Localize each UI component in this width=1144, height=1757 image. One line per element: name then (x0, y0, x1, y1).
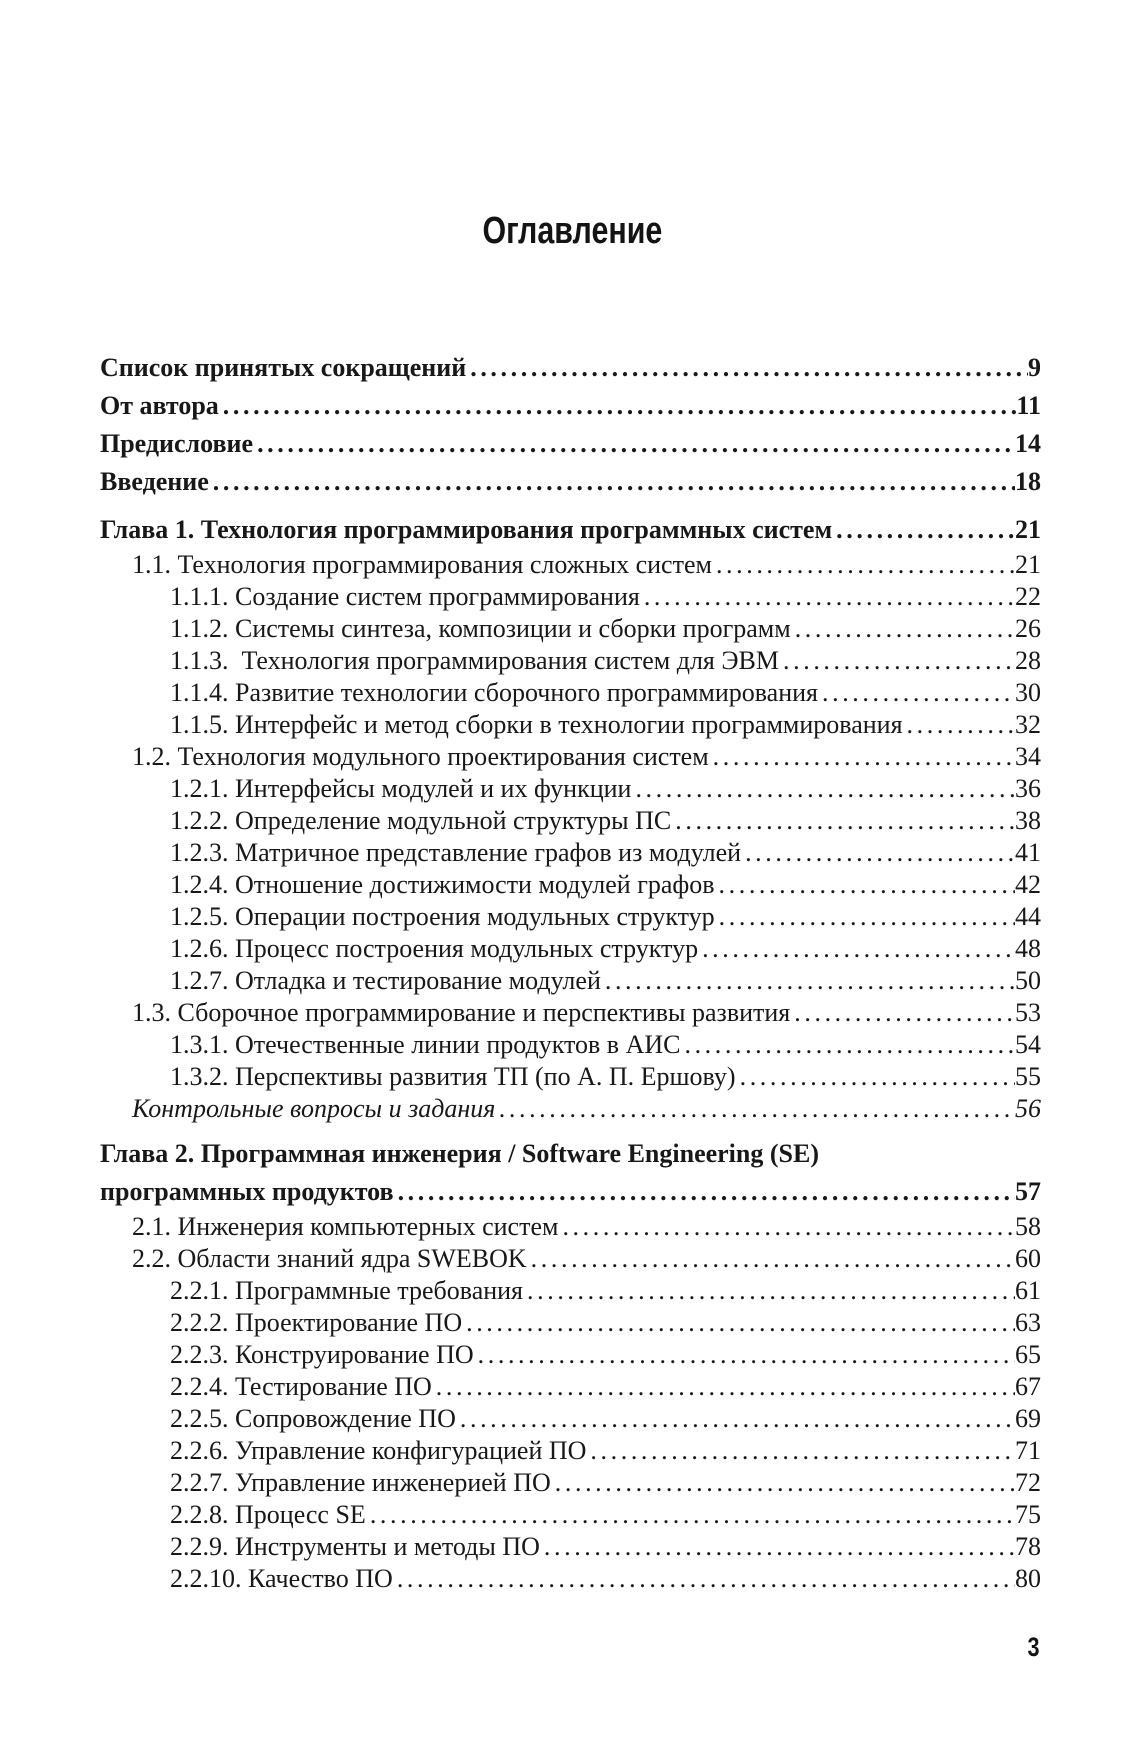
toc-entry (170, 613, 1041, 645)
toc-entry (170, 965, 1041, 997)
toc-leader-dots (397, 1563, 1015, 1595)
toc-entry (170, 1563, 1041, 1595)
toc-entry-page: 63 (1015, 1308, 1041, 1337)
toc-entry-label: 1.3.2. Перспективы развития ТП (по А. П. Ершову) (170, 1062, 736, 1091)
toc-entry-label: 2.2.3. Конструирование ПО (170, 1340, 474, 1369)
toc-entry (100, 425, 1041, 463)
toc-entry-page: 67 (1015, 1372, 1041, 1401)
toc-entry (132, 1211, 1041, 1243)
toc-leader-dots (745, 837, 1015, 869)
toc-leader-dots (719, 869, 1015, 901)
toc-entry-label: 1.1.5. Интерфейс и метод сборки в технологии программирования (170, 710, 903, 739)
toc-leader-dots (398, 1173, 1015, 1211)
toc-entry (100, 463, 1041, 501)
toc-leader-dots (470, 349, 1028, 387)
toc-leader-dots (702, 933, 1015, 965)
toc-leader-dots (822, 677, 1015, 709)
toc-entry-label: 2.1. Инженерия компьютерных систем (132, 1212, 559, 1241)
toc-entry-label: 1.1.4. Развитие технологии сборочного программирования (170, 678, 818, 707)
toc-leader-dots (605, 965, 1015, 997)
toc-entry-page: 34 (1015, 742, 1041, 771)
toc-entry-page: 50 (1015, 966, 1041, 995)
toc-entry (100, 1135, 1041, 1173)
toc-entry (170, 1467, 1041, 1499)
toc-entry-label: 2.2.5. Сопровождение ПО (170, 1404, 456, 1433)
toc-entry-page: 18 (1015, 467, 1041, 496)
toc-entry-page: 9 (1028, 353, 1041, 382)
toc-entry-label: 2.2.10. Качество ПО (170, 1564, 393, 1593)
toc-entry (170, 1371, 1041, 1403)
toc-entry (170, 1339, 1041, 1371)
toc-entry-page: 42 (1015, 870, 1041, 899)
toc-leader-dots (555, 1467, 1015, 1499)
toc-entry (170, 709, 1041, 741)
toc-entry (170, 645, 1041, 677)
toc-entry (170, 933, 1041, 965)
toc-entry-page: 44 (1015, 902, 1041, 931)
toc-entry-label: Введение (100, 467, 209, 496)
toc-entry (170, 1061, 1041, 1093)
toc-entry (100, 387, 1041, 425)
toc-entry (170, 1307, 1041, 1339)
toc-entry-page: 53 (1015, 998, 1041, 1027)
toc-entry (170, 1435, 1041, 1467)
toc-entry-page: 78 (1015, 1532, 1041, 1561)
toc-entry (132, 549, 1041, 581)
toc-leader-dots (499, 1093, 1015, 1125)
toc-entry-label: 1.1. Технология программирования сложных систем (132, 550, 712, 579)
toc-entry-page: 22 (1015, 582, 1041, 611)
toc-leader-dots (675, 805, 1015, 837)
toc-leader-dots (257, 425, 1015, 463)
toc-entry (170, 837, 1041, 869)
toc-leader-dots (783, 645, 1015, 677)
toc-leader-dots (562, 1211, 1015, 1243)
toc-entry (170, 581, 1041, 613)
toc-leader-dots (544, 1531, 1015, 1563)
toc-leader-dots (223, 387, 1017, 425)
toc-leader-dots (527, 1275, 1015, 1307)
toc-entry-page: 21 (1015, 515, 1041, 544)
toc-entry (100, 511, 1041, 549)
toc-entry-label: 2.2.7. Управление инженерией ПО (170, 1468, 551, 1497)
toc-entry (132, 1243, 1041, 1275)
toc-entry-page: 14 (1015, 429, 1041, 458)
toc-leader-dots (460, 1403, 1015, 1435)
toc-entry-label: 2.2.1. Программные требования (170, 1276, 524, 1305)
toc-entry-page: 36 (1015, 774, 1041, 803)
toc-entry-page: 56 (1015, 1094, 1041, 1123)
toc-entry-label: От автора (100, 391, 219, 420)
toc-leader-dots (907, 709, 1015, 741)
toc-leader-dots (740, 1061, 1015, 1093)
toc-entry-page: 41 (1015, 838, 1041, 867)
toc-leader-dots (684, 1029, 1015, 1061)
toc-leader-dots (836, 511, 1015, 549)
toc-entry-page: 26 (1015, 614, 1041, 643)
toc-entry-label: 2.2.9. Инструменты и методы ПО (170, 1532, 540, 1561)
toc-leader-dots (795, 613, 1015, 645)
toc-entry (170, 901, 1041, 933)
toc-entry-page: 21 (1015, 550, 1041, 579)
toc-entry-page: 65 (1015, 1340, 1041, 1369)
toc-entry (170, 1403, 1041, 1435)
toc-entry-page: 48 (1015, 934, 1041, 963)
toc-entry-label: программных продуктов (100, 1177, 394, 1206)
toc-entry-page: 32 (1015, 710, 1041, 739)
toc-leader-dots (713, 741, 1015, 773)
toc-entry-page: 71 (1015, 1436, 1041, 1465)
toc-leader-dots (794, 997, 1015, 1029)
toc-entry-label: 2.2.2. Проектирование ПО (170, 1308, 463, 1337)
toc-entry (170, 1531, 1041, 1563)
toc-leader-dots (213, 463, 1015, 501)
toc-entry-page: 61 (1015, 1276, 1041, 1305)
toc-entry-label: 1.1.1. Создание систем программирования (170, 582, 640, 611)
toc-entry-label: 1.3.1. Отечественные линии продуктов в АИС (170, 1030, 681, 1059)
toc-entry (100, 1173, 1041, 1211)
toc-entry-label: 2.2.8. Процесс SE (170, 1500, 366, 1529)
toc-entry (170, 1029, 1041, 1061)
toc-entry (170, 1275, 1041, 1307)
toc-entry-page: 75 (1015, 1500, 1041, 1529)
toc-entry-page: 54 (1015, 1030, 1041, 1059)
toc-leader-dots (635, 773, 1015, 805)
toc-entry-label: 1.2.4. Отношение достижимости модулей графов (170, 870, 715, 899)
toc-entry-label: Предисловие (100, 429, 254, 458)
toc-leader-dots (370, 1499, 1015, 1531)
toc-entry (170, 805, 1041, 837)
toc-entry-page: 72 (1015, 1468, 1041, 1497)
toc-entry-label: 1.2.1. Интерфейсы модулей и их функции (170, 774, 632, 803)
toc-entry-label: 1.2.7. Отладка и тестирование модулей (170, 966, 601, 995)
toc-entry-page: 55 (1015, 1062, 1041, 1091)
page-number (1026, 1634, 1041, 1661)
toc-entry (132, 997, 1041, 1029)
toc-entry-label: 1.2.2. Определение модульной структуры ПС (170, 806, 672, 835)
toc-leader-dots (466, 1307, 1015, 1339)
toc-entry-label: 1.2. Технология модульного проектирования систем (132, 742, 709, 771)
toc-entry-label: Контрольные вопросы и задания (132, 1094, 496, 1123)
toc-entry-page: 11 (1016, 391, 1041, 420)
toc-leader-dots (719, 901, 1015, 933)
page-title (0, 212, 1144, 250)
toc-entry-page: 28 (1015, 646, 1041, 675)
toc-leader-dots (590, 1435, 1015, 1467)
toc-entry-label: 1.2.5. Операции построения модульных структур (170, 902, 715, 931)
toc-entry-label: Глава 1. Технология программирования программных систем (100, 515, 833, 544)
page-title-text: Оглавление (482, 210, 662, 252)
toc-leader-dots (644, 581, 1015, 613)
toc-entry-page: 60 (1015, 1244, 1041, 1273)
toc-entry-page: 69 (1015, 1404, 1041, 1433)
page-number-text: 3 (1027, 1632, 1040, 1662)
toc-entry (132, 741, 1041, 773)
toc-leader-dots (716, 549, 1015, 581)
toc-entry (132, 1093, 1041, 1125)
toc-entry-label: 1.2.6. Процесс построения модульных структур (170, 934, 699, 963)
toc-entry (100, 349, 1041, 387)
toc-entry-page: 58 (1015, 1212, 1041, 1241)
toc-entry (170, 1499, 1041, 1531)
toc-entry-page: 80 (1015, 1564, 1041, 1593)
toc-entry-label: 1.2.3. Матричное представление графов из модулей (170, 838, 742, 867)
toc-entry-label: 2.2.6. Управление конфигурацией ПО (170, 1436, 587, 1465)
toc-entry (170, 677, 1041, 709)
toc-entry-label: 1.1.2. Системы синтеза, композиции и сборки программ (170, 614, 791, 643)
toc-entry-page: 38 (1015, 806, 1041, 835)
toc-entry-label: Глава 2. Программная инженерия / Software Engineering (SE) (100, 1139, 819, 1168)
toc-entry-page: 30 (1015, 678, 1041, 707)
toc-leader-dots (531, 1243, 1015, 1275)
toc-list (100, 349, 1041, 1595)
toc-entry-page: 57 (1015, 1177, 1041, 1206)
toc-entry (170, 869, 1041, 901)
toc-entry-label: 2.2.4. Тестирование ПО (170, 1372, 432, 1401)
toc-entry-label: Список принятых сокращений (100, 353, 467, 382)
toc-leader-dots (436, 1371, 1015, 1403)
toc-entry-label: 1.3. Сборочное программирование и перспективы развития (132, 998, 791, 1027)
toc-entry (170, 773, 1041, 805)
toc-entry-label: 1.1.3. Технология программирования систем для ЭВМ (170, 646, 780, 675)
toc-leader-dots (478, 1339, 1015, 1371)
toc-entry-label: 2.2. Области знаний ядра SWEBOK (132, 1244, 527, 1273)
